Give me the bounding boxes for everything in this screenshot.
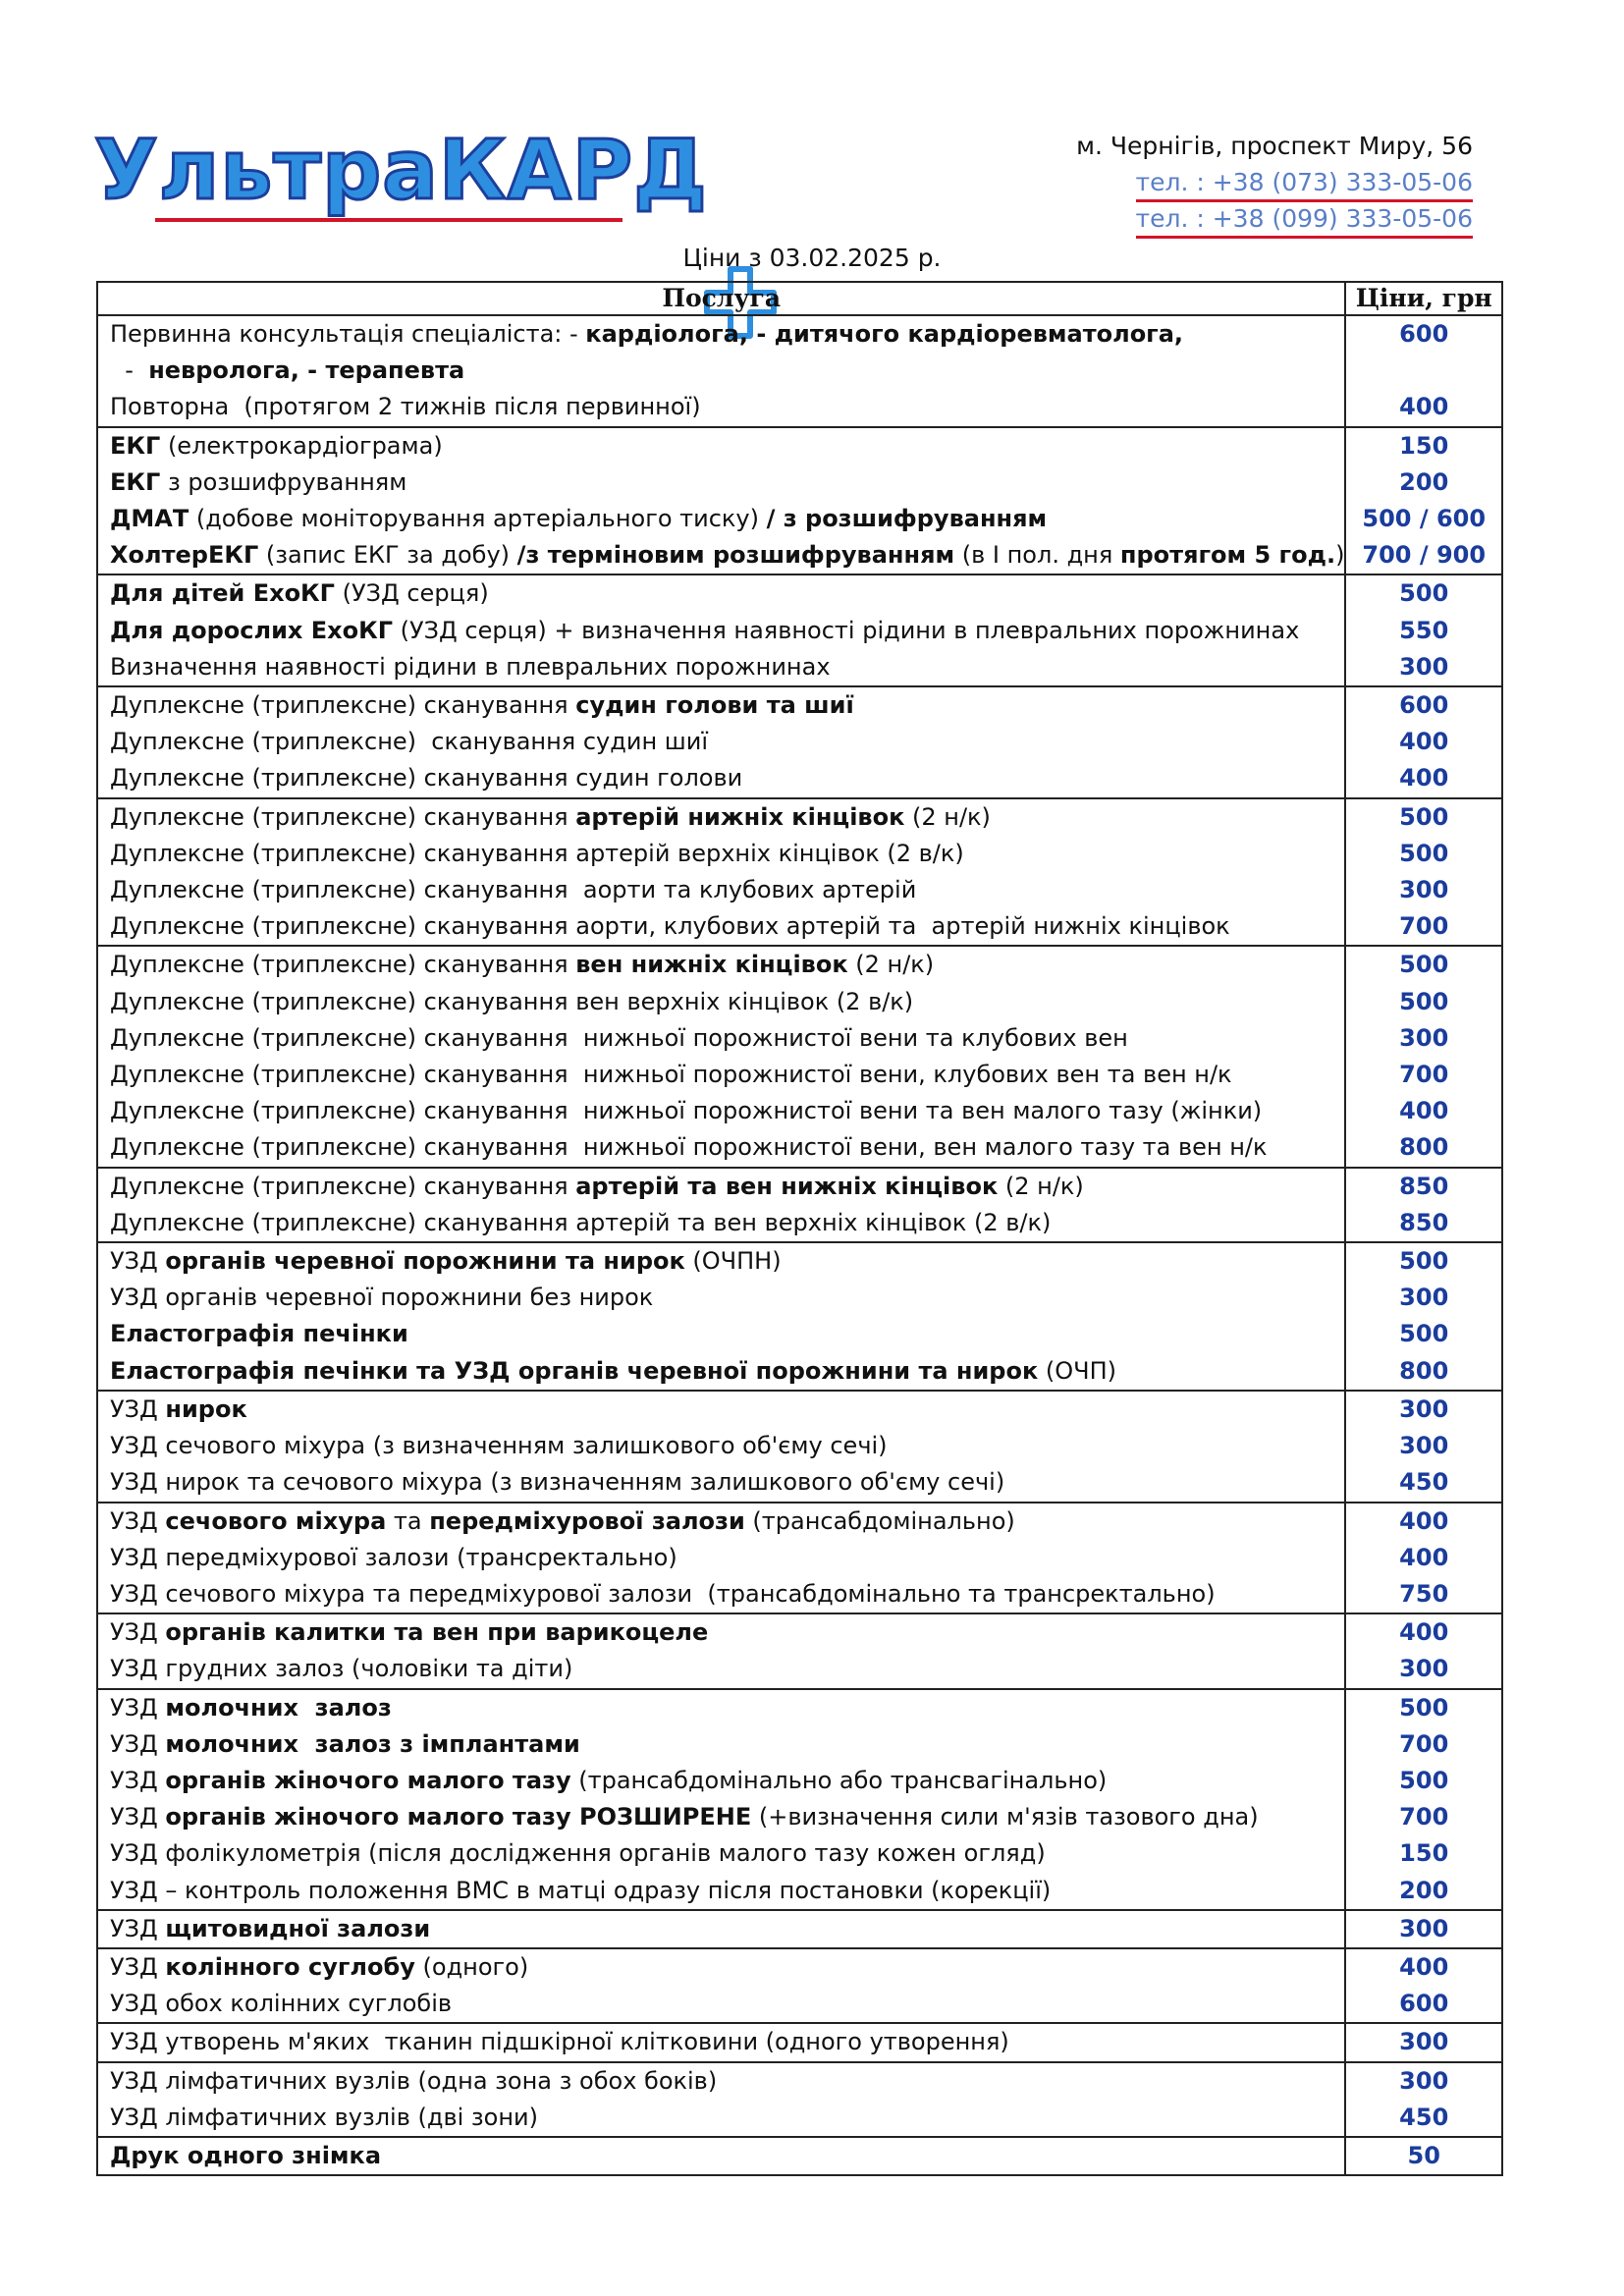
price-value: 700 xyxy=(1399,912,1449,941)
price-cell xyxy=(1345,1168,1502,1242)
service-text: Дуплексне (триплексне) сканування артерій та вен верхніх кінцівок (2 в/к) xyxy=(110,1208,1052,1236)
price-value: 700 xyxy=(1399,1803,1449,1831)
price-value: 50 xyxy=(1407,2141,1440,2169)
service-text-bold: кардіолога, - дитячого кардіоревматолога, xyxy=(585,320,1184,348)
contact-block xyxy=(1076,128,1473,237)
price-value: 500 xyxy=(1399,579,1449,608)
service-line xyxy=(98,1129,1344,1166)
price-value: 400 xyxy=(1399,764,1449,793)
service-line xyxy=(98,724,1344,760)
service-text: УЗД xyxy=(110,1394,166,1423)
service-line xyxy=(98,984,1344,1020)
service-text: (2 н/к) xyxy=(998,1172,1084,1200)
service-cell xyxy=(97,798,1345,947)
service-line xyxy=(98,1873,1344,1909)
table-row xyxy=(97,1391,1502,1503)
price-value: 800 xyxy=(1399,1133,1449,1162)
price-cell xyxy=(1345,2137,1502,2175)
service-text: УЗД xyxy=(110,1618,166,1647)
service-line xyxy=(98,1576,1344,1613)
price-value: 600 xyxy=(1399,691,1449,720)
service-text-bold: передміхурової залози xyxy=(429,1506,745,1535)
service-line xyxy=(98,1763,1344,1799)
price-value: 300 xyxy=(1399,2028,1449,2056)
table-row xyxy=(97,686,1502,798)
price-table-body xyxy=(97,315,1502,2175)
service-text: Дуплексне (триплексне) сканування вен верхніх кінцівок (2 в/к) xyxy=(110,987,914,1015)
service-line xyxy=(98,1020,1344,1057)
service-line xyxy=(98,1057,1344,1093)
service-line xyxy=(98,1169,1344,1205)
service-line xyxy=(98,537,1344,574)
service-line xyxy=(98,316,1344,353)
price-value: 850 xyxy=(1399,1172,1449,1200)
service-text: УЗД xyxy=(110,1693,166,1722)
service-line xyxy=(98,501,1344,537)
service-text: (трансабдомінально або трансвагінально) xyxy=(570,1766,1108,1794)
service-text: Дуплексне (триплексне) сканування нижньої порожнистої вени та вен малого тазу (жінки) xyxy=(110,1097,1263,1125)
service-line xyxy=(98,649,1344,685)
table-row xyxy=(97,574,1502,686)
service-cell xyxy=(97,1948,1345,2023)
service-text: УЗД грудних залоз (чоловіки та діти) xyxy=(110,1655,573,1683)
table-row xyxy=(97,946,1502,1167)
table-row xyxy=(97,1168,1502,1242)
service-text: УЗД обох колінних суглобів xyxy=(110,1990,453,2018)
service-text-bold: Для дорослих ЕхоКГ xyxy=(110,616,393,644)
service-text: Повторна (протягом 2 тижнів після первинної) xyxy=(110,393,701,421)
service-cell xyxy=(97,1613,1345,1688)
header-price: Ціни, грн xyxy=(1345,282,1502,315)
service-text: Дуплексне (триплексне) сканування xyxy=(110,802,576,831)
service-cell xyxy=(97,1910,1345,1948)
service-text-bold: ЕКГ xyxy=(110,431,161,460)
service-text: Дуплексне (триплексне) сканування нижньої порожнистої вени, клубових вен та вен н/к xyxy=(110,1061,1232,1089)
table-header-row xyxy=(97,282,1502,315)
table-row xyxy=(97,315,1502,427)
price-date: Ціни з 03.02.2025 р. xyxy=(682,244,942,272)
service-text: ) xyxy=(1335,541,1345,570)
header-service: Послуга xyxy=(97,282,1345,315)
service-cell xyxy=(97,574,1345,686)
service-text-bold: сечового міхура xyxy=(165,1506,387,1535)
price-cell xyxy=(1345,686,1502,798)
service-line xyxy=(98,2024,1344,2060)
service-line xyxy=(98,2138,1344,2174)
price-value: 400 xyxy=(1399,1543,1449,1571)
service-text-bold: органів жіночого малого тазу xyxy=(165,1766,571,1794)
price-value: 800 xyxy=(1399,1356,1449,1385)
service-text: УЗД xyxy=(110,1766,166,1794)
price-cell xyxy=(1345,1503,1502,1614)
service-text: УЗД утворень м'яких тканин підшкірної клітковини (одного утворення) xyxy=(110,2028,1009,2056)
service-line xyxy=(98,1540,1344,1576)
service-text-bold: колінного суглобу xyxy=(165,1952,415,1981)
price-value: 400 xyxy=(1399,393,1449,421)
service-text: Дуплексне (триплексне) сканування xyxy=(110,1172,576,1200)
service-line xyxy=(98,1949,1344,1986)
price-value: 700 xyxy=(1399,1061,1449,1089)
service-line xyxy=(98,1651,1344,1687)
service-text-bold: ХолтерЕКГ xyxy=(110,541,259,570)
service-line xyxy=(98,1316,1344,1352)
service-text: та xyxy=(386,1506,430,1535)
service-text-bold: судин голови та шиї xyxy=(575,691,854,720)
service-text-bold: молочних залоз з імплантами xyxy=(165,1729,580,1758)
service-text-bold: / з розшифруванням xyxy=(766,505,1048,533)
service-line xyxy=(98,1464,1344,1501)
service-text: Первинна консультація спеціаліста: - xyxy=(110,320,586,348)
service-text-bold: артерій та вен нижніх кінцівок xyxy=(575,1172,999,1200)
table-row xyxy=(97,798,1502,947)
service-line xyxy=(98,947,1344,983)
service-text: УЗД xyxy=(110,1914,166,1942)
service-text: УЗД передміхурової залози (трансректально) xyxy=(110,1543,677,1571)
service-text: УЗД xyxy=(110,1803,166,1831)
table-row xyxy=(97,2023,1502,2061)
price-cell xyxy=(1345,1391,1502,1503)
price-value: 400 xyxy=(1399,1506,1449,1535)
service-text-bold: артерій нижніх кінцівок xyxy=(575,802,905,831)
price-value: 500 xyxy=(1399,839,1449,867)
service-line xyxy=(98,1986,1344,2022)
service-line xyxy=(98,428,1344,465)
service-line xyxy=(98,465,1344,501)
price-value: 400 xyxy=(1399,1097,1449,1125)
table-row xyxy=(97,1948,1502,2023)
service-text: (одного) xyxy=(414,1952,529,1981)
service-text-bold: ДМАТ xyxy=(110,505,189,533)
service-line xyxy=(98,389,1344,425)
price-cell xyxy=(1345,427,1502,575)
service-cell xyxy=(97,946,1345,1167)
clinic-logo xyxy=(94,116,708,234)
service-text: УЗД – контроль положення ВМС в матці одразу після постановки (корекції) xyxy=(110,1876,1052,1904)
service-text: УЗД нирок та сечового міхура (з визначенням залишкового об'єму сечі) xyxy=(110,1468,1005,1497)
service-line xyxy=(98,353,1344,389)
service-text: Дуплексне (триплексне) сканування нижньої порожнистої вени, вен малого тазу та вен н/к xyxy=(110,1133,1268,1162)
price-value: 400 xyxy=(1399,1952,1449,1981)
service-text: УЗД xyxy=(110,1247,166,1276)
service-line xyxy=(98,1614,1344,1651)
service-cell xyxy=(97,315,1345,427)
service-cell xyxy=(97,1689,1345,1910)
service-line xyxy=(98,1243,1344,1280)
service-text-bold: Друк одного знімка xyxy=(110,2141,382,2169)
service-text: УЗД сечового міхура (з визначенням залишкового об'єму сечі) xyxy=(110,1432,888,1460)
phone-link-1[interactable]: тел. : +38 (073) 333-05-06 xyxy=(1136,164,1473,200)
logo-text: УльтраКАРД xyxy=(94,122,708,218)
price-value: 500 xyxy=(1399,1247,1449,1276)
service-text: (в І пол. дня xyxy=(954,541,1120,570)
service-text: УЗД органів черевної порожнини без нирок xyxy=(110,1284,654,1312)
service-line xyxy=(98,836,1344,872)
table-row xyxy=(97,1689,1502,1910)
service-line xyxy=(98,1835,1344,1872)
service-line xyxy=(98,1280,1344,1316)
service-text: (ОЧП) xyxy=(1038,1356,1117,1385)
service-text: (електрокардіограма) xyxy=(160,431,443,460)
service-cell xyxy=(97,2137,1345,2175)
service-cell xyxy=(97,686,1345,798)
service-text: (трансабдомінально) xyxy=(744,1506,1015,1535)
price-value: 700 xyxy=(1399,1729,1449,1758)
service-line xyxy=(98,1503,1344,1540)
service-line xyxy=(98,1392,1344,1428)
service-line xyxy=(98,1690,1344,1726)
service-text: Дуплексне (триплексне) сканування аорти, клубових артерій та артерій нижніх кінцівок xyxy=(110,912,1230,941)
service-text-bold: невролога, - терапевта xyxy=(148,356,465,385)
service-line xyxy=(98,872,1344,908)
table-row xyxy=(97,2137,1502,2175)
service-text: УЗД фолікулометрія (після дослідження органів малого тазу кожен огляд) xyxy=(110,1839,1046,1868)
price-value: 500 xyxy=(1399,951,1449,979)
price-value: 450 xyxy=(1399,2103,1449,2131)
price-value: 300 xyxy=(1399,1914,1449,1942)
service-text-bold: Для дітей ЕхоКГ xyxy=(110,579,335,608)
service-text: (УЗД серця) + визначення наявності рідини в плевральних порожнинах xyxy=(393,616,1300,644)
service-text: Дуплексне (триплексне) сканування аорти та клубових артерій xyxy=(110,876,917,904)
service-text-bold: вен нижніх кінцівок xyxy=(575,951,848,979)
price-value: 700 / 900 xyxy=(1362,541,1487,570)
service-text: УЗД xyxy=(110,1729,166,1758)
price-value: 300 xyxy=(1399,2066,1449,2095)
service-cell xyxy=(97,427,1345,575)
service-line xyxy=(98,1428,1344,1464)
service-text-bold: органів калитки та вен при варикоцеле xyxy=(165,1618,709,1647)
price-value: 500 xyxy=(1399,987,1449,1015)
price-value: 600 xyxy=(1399,320,1449,348)
price-value: 300 xyxy=(1399,876,1449,904)
service-cell xyxy=(97,1503,1345,1614)
price-cell xyxy=(1345,2062,1502,2137)
price-value: 300 xyxy=(1399,1432,1449,1460)
price-value: 500 xyxy=(1399,1766,1449,1794)
service-line xyxy=(98,687,1344,724)
price-cell xyxy=(1345,1948,1502,2023)
service-line xyxy=(98,1726,1344,1763)
price-cell xyxy=(1345,798,1502,947)
service-line xyxy=(98,1799,1344,1835)
service-text: (ОЧПН) xyxy=(684,1247,782,1276)
service-text-bold: органів черевної порожнини та нирок xyxy=(165,1247,685,1276)
service-text: УЗД сечового міхура та передміхурової залози (трансабдомінально та трансректально) xyxy=(110,1579,1216,1608)
price-value: 200 xyxy=(1399,1876,1449,1904)
service-text: Дуплексне (триплексне) сканування артерій верхніх кінцівок (2 в/к) xyxy=(110,839,964,867)
service-text: - xyxy=(110,356,149,385)
price-cell xyxy=(1345,946,1502,1167)
phone-link-2[interactable]: тел. : +38 (099) 333-05-06 xyxy=(1136,200,1473,237)
service-text: (2 н/к) xyxy=(904,802,991,831)
table-row xyxy=(97,427,1502,575)
price-cell xyxy=(1345,1689,1502,1910)
price-value: 300 xyxy=(1399,1655,1449,1683)
price-value: 450 xyxy=(1399,1468,1449,1497)
service-cell xyxy=(97,1168,1345,1242)
price-value: 300 xyxy=(1399,1023,1449,1052)
service-text: Дуплексне (триплексне) сканування xyxy=(110,691,576,720)
service-text-bold: молочних залоз xyxy=(165,1693,392,1722)
table-row xyxy=(97,1503,1502,1614)
price-value: 600 xyxy=(1399,1990,1449,2018)
service-line xyxy=(98,613,1344,649)
price-value: 500 / 600 xyxy=(1362,505,1487,533)
service-text-bold: нирок xyxy=(165,1394,247,1423)
service-line xyxy=(98,908,1344,945)
service-text-bold: щитовидної залози xyxy=(165,1914,431,1942)
price-cell xyxy=(1345,574,1502,686)
price-value: 300 xyxy=(1399,1284,1449,1312)
price-value xyxy=(1346,353,1501,389)
service-text: УЗД xyxy=(110,1952,166,1981)
service-text: (+визначення сили м'язів тазового дна) xyxy=(751,1803,1259,1831)
service-text: (добове моніторування артеріального тиску) xyxy=(189,505,767,533)
service-text: з розшифруванням xyxy=(160,467,407,496)
service-line xyxy=(98,1205,1344,1241)
price-cell xyxy=(1345,1910,1502,1948)
service-cell xyxy=(97,1242,1345,1391)
service-line xyxy=(98,799,1344,836)
price-value: 550 xyxy=(1399,616,1449,644)
price-value: 400 xyxy=(1399,728,1449,756)
price-value: 300 xyxy=(1399,1394,1449,1423)
service-text: Дуплексне (триплексне) сканування xyxy=(110,951,576,979)
price-value: 150 xyxy=(1399,1839,1449,1868)
service-line xyxy=(98,1353,1344,1390)
price-table xyxy=(96,281,1503,2176)
table-row xyxy=(97,1242,1502,1391)
service-line xyxy=(98,1093,1344,1129)
service-text: Визначення наявності рідини в плевральних порожнинах xyxy=(110,652,831,681)
price-value: 500 xyxy=(1399,1693,1449,1722)
price-cell xyxy=(1345,1613,1502,1688)
service-cell xyxy=(97,2062,1345,2137)
price-value: 300 xyxy=(1399,652,1449,681)
table-row xyxy=(97,1910,1502,1948)
service-text-bold: органів жіночого малого тазу РОЗШИРЕНЕ xyxy=(165,1803,752,1831)
price-value: 850 xyxy=(1399,1208,1449,1236)
service-text: УЗД лімфатичних вузлів (одна зона з обох боків) xyxy=(110,2066,718,2095)
service-text: УЗД xyxy=(110,1506,166,1535)
service-line xyxy=(98,2100,1344,2136)
price-value: 400 xyxy=(1399,1618,1449,1647)
service-line xyxy=(98,575,1344,612)
service-cell xyxy=(97,1391,1345,1503)
service-text-bold: Еластографія печінки xyxy=(110,1320,408,1348)
service-line xyxy=(98,760,1344,796)
service-text: Дуплексне (триплексне) сканування судин шиї xyxy=(110,728,708,756)
clinic-address: м. Чернігів, проспект Миру, 56 xyxy=(1076,132,1473,160)
price-value: 750 xyxy=(1399,1579,1449,1608)
service-text: (2 н/к) xyxy=(847,951,935,979)
service-text-bold: Еластографія печінки та УЗД органів черевної порожнини та нирок xyxy=(110,1356,1039,1385)
price-value: 150 xyxy=(1399,431,1449,460)
service-text: Дуплексне (триплексне) сканування нижньої порожнистої вени та клубових вен xyxy=(110,1023,1128,1052)
price-cell xyxy=(1345,2023,1502,2061)
service-text-bold: /з терміновим розшифруванням xyxy=(516,541,955,570)
service-text: Дуплексне (триплексне) сканування судин голови xyxy=(110,764,743,793)
logo-underline xyxy=(155,218,623,222)
price-value: 200 xyxy=(1399,467,1449,496)
service-text: (запис ЕКГ за добу) xyxy=(258,541,517,570)
price-value: 500 xyxy=(1399,1320,1449,1348)
service-line xyxy=(98,2063,1344,2100)
price-value: 500 xyxy=(1399,802,1449,831)
service-line xyxy=(98,1911,1344,1947)
table-row xyxy=(97,2062,1502,2137)
service-text: УЗД лімфатичних вузлів (дві зони) xyxy=(110,2103,538,2131)
table-row xyxy=(97,1613,1502,1688)
service-text-bold: ЕКГ xyxy=(110,467,161,496)
price-cell xyxy=(1345,315,1502,427)
service-text-bold: протягом 5 год. xyxy=(1119,541,1336,570)
price-cell xyxy=(1345,1242,1502,1391)
service-cell xyxy=(97,2023,1345,2061)
service-text: (УЗД серця) xyxy=(334,579,489,608)
